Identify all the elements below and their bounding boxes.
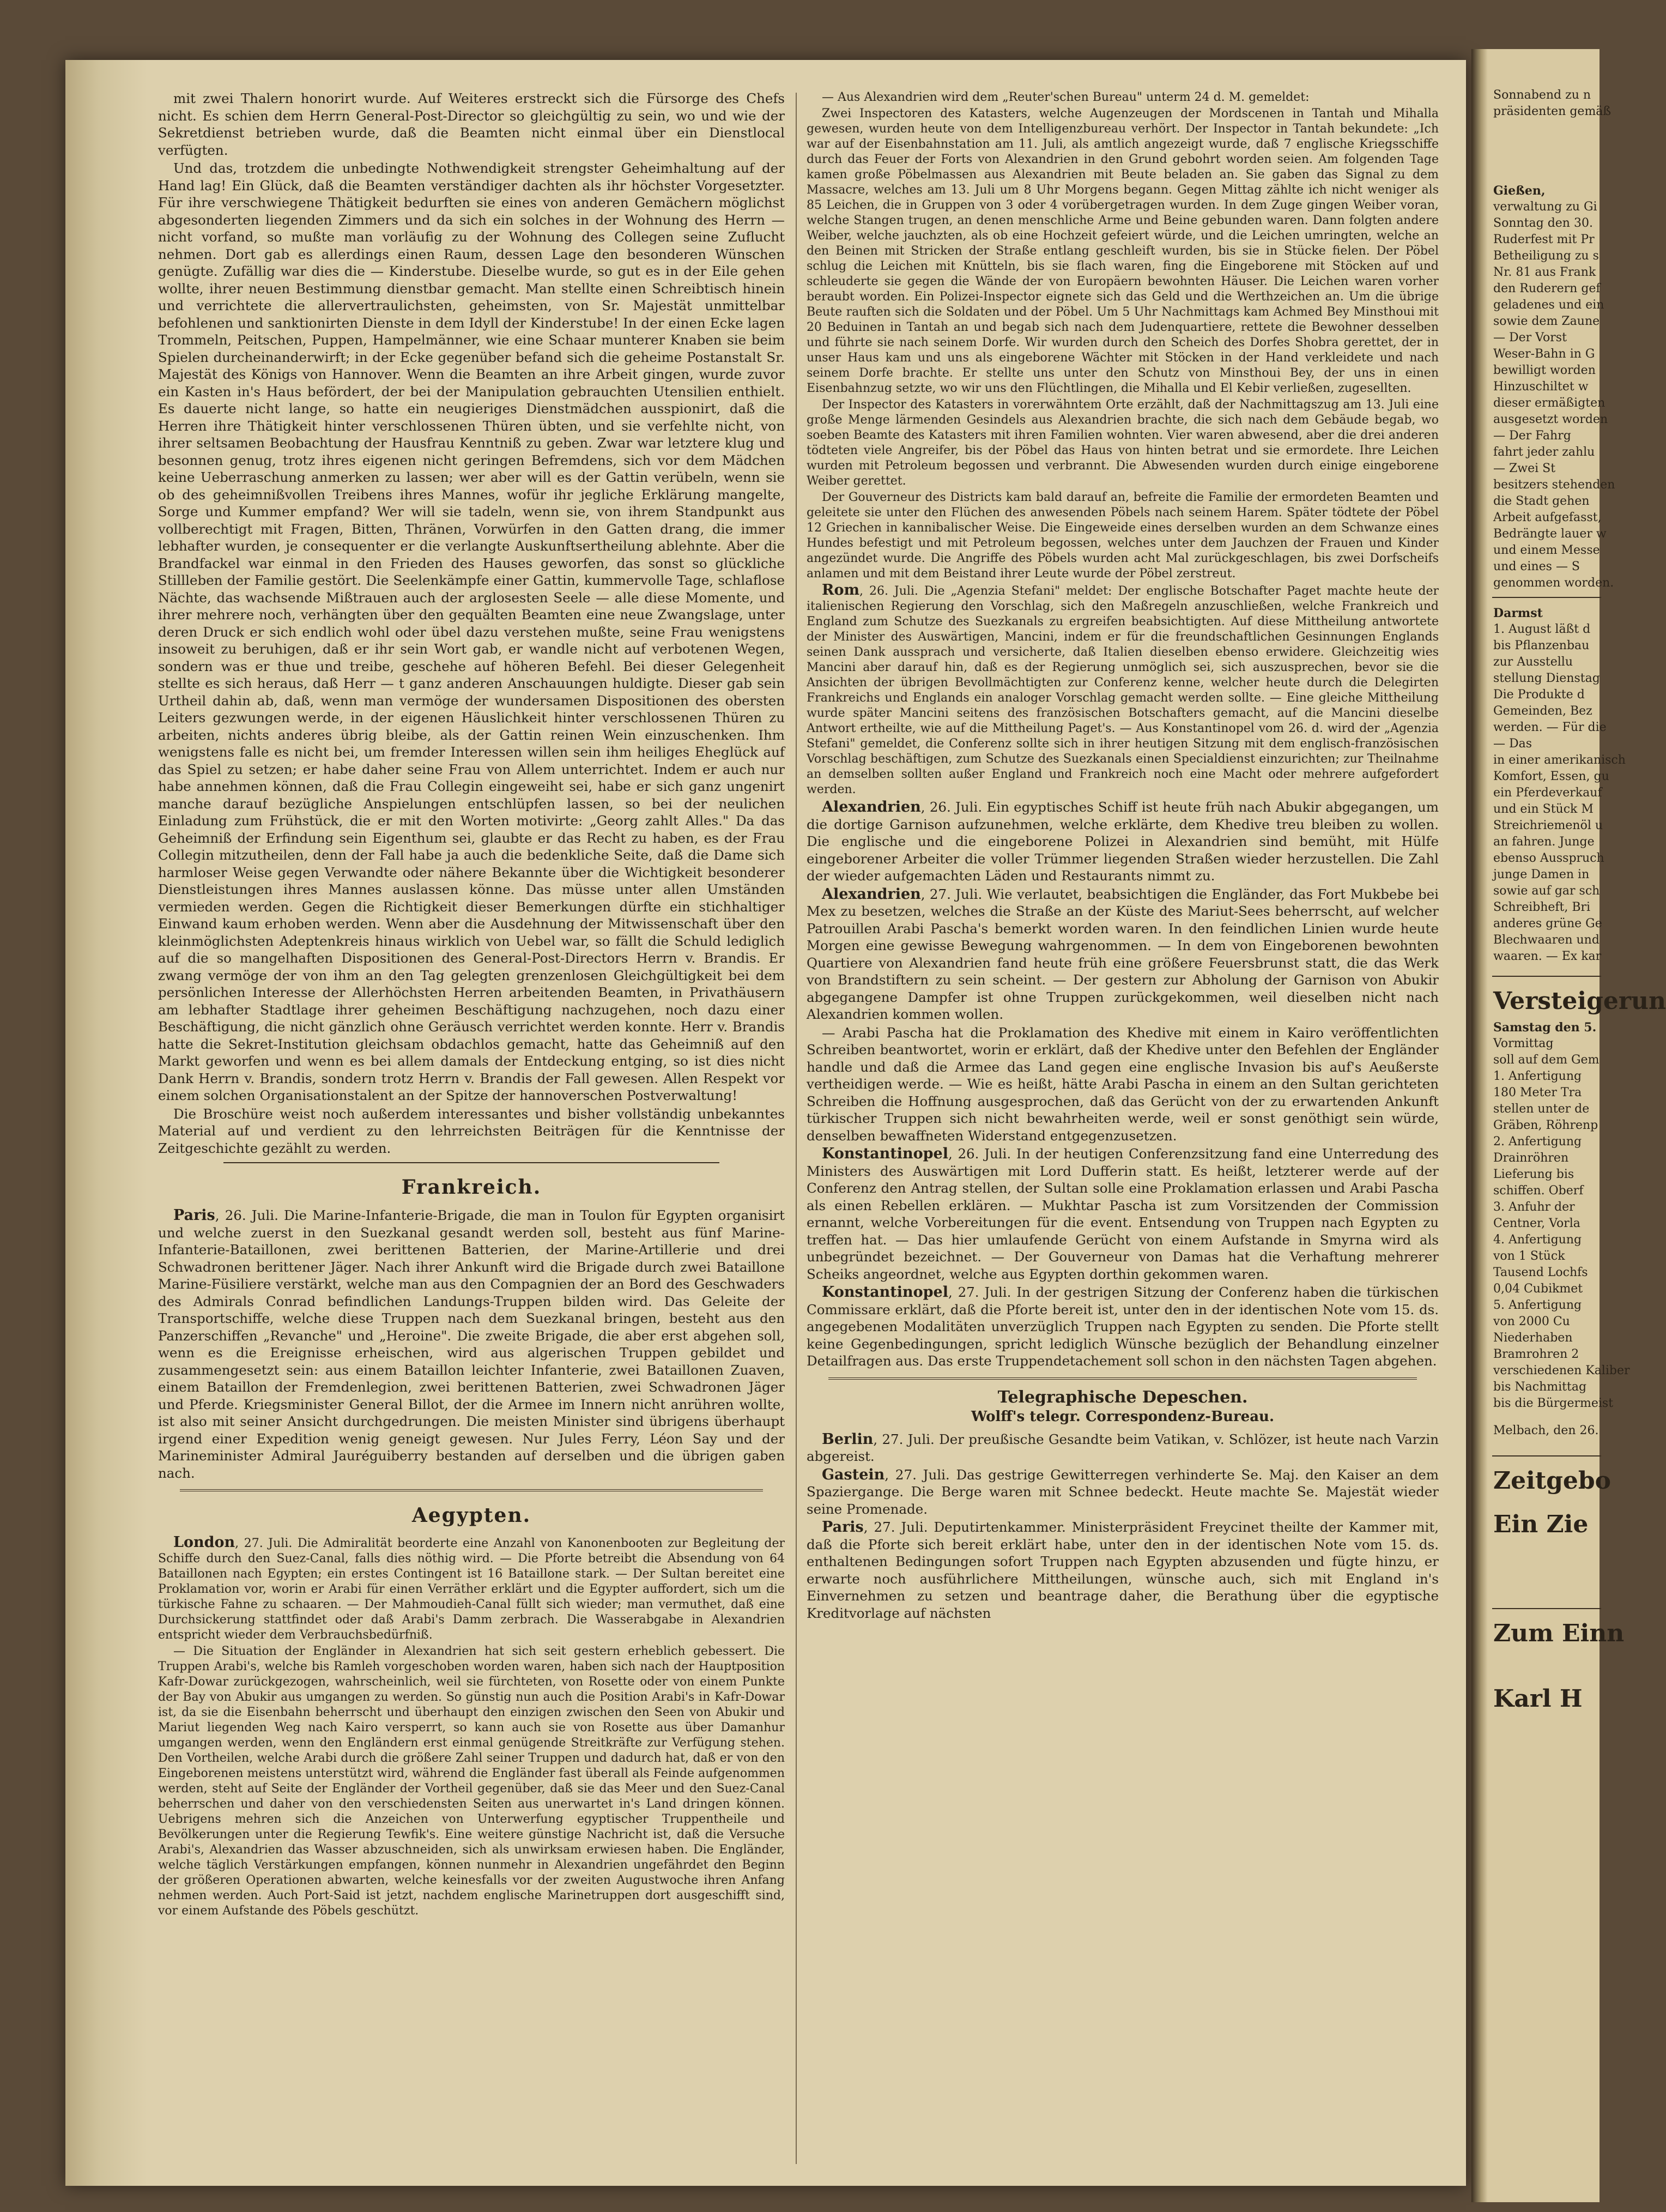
text-fragment: ebenso Ausspruch [1493,851,1604,865]
text-fragment: sowie auf gar sch [1493,884,1600,898]
text-fragment: genommen worden. [1493,576,1614,590]
text-fragment: und einem Messe [1493,543,1600,557]
news-item-gastein [807,1466,1439,1518]
text-fragment: Drainröhren [1493,1151,1569,1165]
text-fragment: junge Damen in [1493,868,1590,881]
news-text: , 27. Juli. Wie verlautet, beabsichtigen die Engländer, das Fort Mukbebe bei Mex zu besetzen, welches die Straße an der Küste des Mariut-Sees beherrscht, auf welcher Patrouillen Arabi Pascha's bemerkt worden waren. In den feindlichen Linien wurde heute Morgen eine gewisse Bewegung wahrgenommen. — In dem von Eingeborenen bewohnten Quartiere von Alexandrien fand heute früh eine größere Feuersbrunst statt, die das Werk von Brandstiftern zu sein scheint. — Der gestern zur Abholung der Garnison von Abukir abgegangene Dampfer ist ohne Truppen zurückgekommen, weil dieselben nicht nach Alexandrien kommen wollen. [807,886,1439,1022]
section-heading-frankreich: Frankreich. [401,1176,542,1199]
text-fragment: — Der Fahrg [1493,429,1571,443]
text-fragment: Tausend Lochfs [1493,1266,1588,1279]
article-paragraph: Die Broschüre weist noch außerdem interessantes und bisher vollständig unbekanntes Material auf und verdient zu den lehrreichsten Beiträgen für die Kenntnisse der Zeitgeschichte gezählt zu werden. [158,1105,785,1156]
book-gutter [1471,49,1488,2202]
text-fragment: Zeitgebo [1493,1467,1612,1495]
text-fragment: — Das [1493,737,1532,751]
text-fragment: stellen unter de [1493,1102,1590,1116]
text-fragment: Darmst [1493,606,1543,620]
text-fragment: Melbach, den 26. [1493,1424,1599,1437]
text-fragment: schiffen. Oberf [1493,1184,1584,1198]
news-item-paris [807,1519,1439,1622]
text-fragment: von 1 Stück [1493,1249,1565,1263]
section-rule [1492,1608,1601,1609]
text-fragment: und eines — S [1493,560,1580,573]
article-paragraph: Der Gouverneur des Districts kam bald darauf an, befreite die Familie der ermordeten Beamten und geleitete sie unter den Flüchen des anwesenden Pöbels nach seinem Harem. Später tödtete der Pöbel 12 Griechen in kannibalischer Weise. Die Eingeweide eines derselben wurden an dem Schwanze eines Hundes befestigt und mit Petroleum begossen, welches unter dem Jauchzen der Frauen und Kinder angezündet wurde. Die Angriffe des Pöbels wurden acht Mal zurückgeschlagen, bis zwei Dorfscheifs anlamen und mit dem Beistand ihrer Leute wurde der Pöbel zerstreut. [807,491,1439,581]
news-item-konstantinopel [807,1284,1439,1370]
text-fragment: Streichriemenöl u [1493,819,1603,832]
text-fragment: Komfort, Essen, gu [1493,770,1609,783]
article-paragraph: — Die Situation der Engländer in Alexandrien hat sich seit gestern erheblich gebessert. Die Truppen Arabi's, welche bis Ramleh vorgeschoben worden waren, haben sich nach der Hauptposition Kafr-Dowar zurückgezogen, wahrscheinlich, weil sie fürchteten, von Rosette oder von einem Punkte der Bay von Abukir aus umgangen zu werden. So günstig nun auch die Position Arabi's in Kafr-Dowar ist, da sie die Eisenbahn beherrscht und überhaupt den einzigen zwischen den Seen von Abukir und Mariut liegenden Weg nach Kairo versperrt, so kann auch sie von Rosette aus über Damanhur umgangen werden, wenn den Engländern erst einmal genügende Streitkräfte zur Verfügung stehen. Den Vortheilen, welche Arabi durch die größere Zahl seiner Truppen und dadurch hat, daß er von den Eingeborenen meistens unterstützt wird, während die Engländer fast überall als Feinde aufgenommen werden, steht auf Seite der Engländer der Vortheil gegenüber, daß sie das Meer und den Suez-Canal beherrschen und daher von den verschiedensten Seiten aus unerwartet in's Land dringen können. Uebrigens mehren sich die Anzeichen von Unterwerfung egyptischer Truppentheile und Bevölkerungen unter die Regierung Tewfik's. Eine weitere günstige Nachricht ist, daß die Versuche Arabi's, Alexandrien das Wasser abzuschneiden, sich als unwirksam erwiesen haben. Die Engländer, welche täglich Verstärkungen empfangen, können nunmehr in Alexandrien ungefährdet den Beginn der größeren Operationen abwarten, welche keinesfalls vor der zweiten Augustwoche ihren Anfang nehmen werden. Auch Port-Said ist jetzt, nachdem englische Marinetruppen dort ausgeschifft sind, vor einem Aufstande des Pöbels geschützt. [158,1645,785,1918]
news-item-berlin [807,1431,1439,1465]
article-paragraph: Zwei Inspectoren des Katasters, welche Augenzeugen der Mordscenen in Tantah und Mihalla gewesen, wurden heute von dem Intelligenzbureau verhört. Der Inspector in Tantah bekundete: „Ich war auf der Eisenbahnstation am 11. Juli, als amtlich angezeigt wurde, daß 7 englische Kriegsschiffe durch das Feuer der Forts von Alexandrien in den Grund gebohrt worden seien. Am folgenden Tage kamen große Pöbelmassen aus Alexandrien mit Beute beladen an. Sie gaben das Signal zu dem Massacre, welches am 13. Juli um 8 Uhr Morgens begann. Gegen Mittag zählte ich nicht weniger als 85 Leichen, die in Gruppen von 3 oder 4 vorübergetragen wurden. In dem Zuge gingen Weiber voran, welche Stangen trugen, an denen menschliche Arme und Beine gebunden waren. Dann folgten andere Weiber, welche jauchzten, als ob eine Hochzeit gefeiert würde, und die Leichen umringten, welche an den Beinen mit Stricken der Straße entlang geschleift wurden, bis sie in Stücke fielen. Der Pöbel schlug die Leichen mit Knütteln, bis sie flach waren, fing die Eingeborene mit Stöcken auf und schleuderte sie gegen die Wände der von Europäern bewohnten Häuser. Die Leichen waren vorher beraubt worden. Ein Polizei-Inspector eignete sich das Geld und die Werthzeichen an. Um die übrige Beute rauften sich die Soldaten und der Pöbel. Um 5 Uhr Nachmittags kam Achmed Bey Minsthoui mit 20 Beduinen in Tantah an und begab sich nach dem Judenquartiere, rettete die Bewohner desselben und führte sie nach seinem Dorfe. Wir wurden durch den Scheich des Dorfes Shobra gerettet, der in unser Haus kam und uns als eingeborene Wächter mit Stöcken in der Hand verkleidete und nach seinem Dorfe brachte. Er stellte uns unter den Schutz von Minsthoui Bey, der uns in einen Eisenbahnzug setzte, wo wir uns den Flüchtlingen, die Mihalla und El Kebir verließen, zugesellten. [807,107,1439,395]
news-item-rom [807,583,1439,797]
text-fragment: Bedrängte lauer w [1493,527,1607,541]
newspaper-page [65,60,1466,2186]
news-text: , 27. Juli. Deputirtenkammer. Ministerpräsident Freycinet theilte der Kammer mit, daß die Pforte sich bereit erklärt habe, unter den in der identischen Note vom 15. ds. enthaltenen Bedingungen sofort Truppen nach Egypten abzusenden und fügte hinzu, er erwarte noch ausführlichere Mittheilungen, wünsche auch, sich mit England in's Einvernehmen zu setzen und beantrage daher, die Berathung über die egyptische Kreditvorlage auf nächsten [807,1519,1439,1621]
text-fragment: soll auf dem Gem [1493,1053,1600,1067]
text-fragment: Zum Einn [1493,1619,1625,1647]
text-fragment: Gräben, Röhrenp [1493,1119,1598,1132]
text-fragment: Nr. 81 aus Frank [1493,265,1596,279]
dateline-place: Gastein [822,1466,885,1483]
news-text: , 26. Juli. Die „Agenzia Stefani" meldet: Der englische Botschafter Paget machte heute der italienischen Regierung den Vorschlag, sich den Maßregeln anzuschließen, welche Frankreich und England zum Schutze des Suezkanals zu ergreifen beabsichtigten. Auf diese Mittheilung antwortete der Minister des Auswärtigen, Mancini, indem er für die freundschaftlichen Gesinnungen Englands seinen Dank aussprach und versicherte, daß Italien dieselben ebenso erwidere. Gleichzeitig wies Mancini aber darauf hin, daß es der Regierung unmöglich sei, sich auszusprechen, bevor sie die Ansichten der übrigen Bevollmächtigten zur Conferenz kenne, welcher heute durch die Delegirten Frankreichs und Englands ein analoger Vorschlag gemacht werden sollte. — Eine gleiche Mittheilung wurde später Mancini seitens des französischen Botschafters gemacht, auf die Mancini dieselbe Antwort ertheilte, wie auf die Mittheilung Paget's. — Aus Konstantinopel vom 26. d. wird der „Agenzia Stefani" gemeldet, die Conferenz sollte sich in ihrer heutigen Sitzung mit dem englisch-französischen Vorschlag beschäftigen, zum Schutze des Suezkanals einen Specialdienst einzurichten; zur Theilnahme an demselben sollten außer England und Frankreich noch eine Macht oder mehrere aufgefordert werden. [807,584,1439,796]
section-rule [180,1489,763,1491]
text-fragment: von 2000 Cu [1493,1315,1570,1328]
text-fragment: fahrt jeder zahlu [1493,445,1595,459]
text-fragment: 4. Anfertigung [1493,1233,1582,1247]
text-fragment: — Der Vorst [1493,331,1567,345]
section-subheading-bureau: Wolff's telegr. Correspondenz-Bureau. [971,1408,1274,1425]
text-fragment: bewilligt worden [1493,364,1596,377]
text-fragment: 1. August läßt d [1493,622,1591,636]
text-fragment: — Zwei St [1493,462,1556,475]
text-fragment: sowie dem Zaune [1493,315,1600,328]
section-rule [223,1162,719,1163]
text-fragment: Samstag den 5. [1493,1020,1597,1035]
text-fragment: präsidenten gemäß [1493,105,1612,118]
text-fragment: die Stadt gehen [1493,494,1590,508]
news-text: , 27. Juli. In der gestrigen Sitzung der Conferenz haben die türkischen Commissare erklärt, daß die Pforte bereit ist, unter den in der identischen Note vom 15. ds. angegebenen Modalitäten unverzüglich Truppen nach Egypten zu senden. Die Pforte stellt keine Gegenbedingungen, spricht lediglich Wünsche bezüglich der Behandlung einzelner Detailfragen aus. Das erste Truppendetachement soll schon in den nächsten Tagen abgehen. [807,1284,1439,1369]
news-text: , 27. Juli. Der preußische Gesandte beim Vatikan, v. Schlözer, ist heute nach Varzin abgereist. [807,1431,1439,1464]
section-rule [828,1377,1417,1380]
text-fragment: bis Nachmittag [1493,1380,1587,1394]
article-paragraph: mit zwei Thalern honorirt wurde. Auf Weiteres erstreckt sich die Fürsorge des Chefs nicht. Es schien dem Herrn General-Post-Director so gleichgültig zu sein, wo und wie der Sekretdienst betrieben wurde, daß die Beamten nicht einmal über ein Dienstlocal verfügten. [158,90,785,158]
text-fragment: Sonntag den 30. [1493,216,1593,230]
text-fragment: verschiedenen Kaliber [1493,1364,1630,1377]
text-fragment: Vormittag [1493,1037,1554,1050]
dateline-place: Alexandrien [822,799,921,815]
text-fragment: 180 Meter Tra [1493,1086,1582,1099]
text-fragment: Lieferung bis [1493,1168,1574,1181]
text-fragment: Schreibheft, Bri [1493,900,1591,914]
text-fragment: Bramrohren 2 [1493,1347,1579,1361]
text-fragment: 0,04 Cubikmet [1493,1282,1583,1296]
text-fragment: Ruderfest mit Pr [1493,233,1595,246]
text-fragment: 5. Anfertigung [1493,1298,1582,1312]
text-fragment: Gemeinden, Bez [1493,704,1592,718]
text-fragment: Niederhaben [1493,1331,1573,1345]
news-text: , 26. Juli. Ein egyptisches Schiff ist heute früh nach Abukir abgegangen, um die dortige Garnison aufzunehmen, welche erklärte, dem Khedive treu bleiben zu wollen. Die englische und die eingeborene Polizei in Alexandrien sind bemüht, mit Hülfe eingeborener Arbeiter die voller Trümmer liegenden Straßen wieder herzustellen. Die Zahl der wieder aufgemachten Läden und Restaurants nimmt zu. [807,799,1439,884]
news-item-paris [158,1207,785,1482]
text-fragment: in einer amerikanisch [1493,753,1626,767]
article-paragraph: Der Inspector des Katasters in vorerwähntem Orte erzählt, daß der Nachmittagszug am 13. Juli eine große Menge lärmenden Gesindels aus Alexandrien brachte, die sich nach dem Gebäude begab, wo soeben Beamte des Katasters mit ihren Familien wohnten. Vier waren abwesend, aber die drei anderen tödteten viele Angreifer, bis der Pöbel das Haus von hinten betrat und sie ermordete. Ihre Leichen wurden mit Petroleum begossen und verbrannt. Die Abwesenden wurden durch einige eingeborene Weiber gerettet. [807,398,1439,488]
section-rule [1492,1455,1601,1456]
section-heading-aegypten: Aegypten. [411,1504,531,1527]
text-fragment: Blechwaaren und [1493,933,1600,947]
text-fragment: dieser ermäßigten [1493,396,1606,410]
dateline-place: Paris [173,1207,215,1224]
news-item-konstantinopel [807,1145,1439,1283]
column-right [807,90,1439,2172]
page-left-edge [65,60,147,2186]
text-fragment: werden. — Für die [1493,721,1607,734]
dateline-place: Rom [822,582,860,599]
dateline-place: Alexandrien [822,885,921,903]
text-fragment: Gießen, [1493,184,1546,198]
text-fragment: waaren. — Ex kar [1493,950,1602,963]
text-fragment: Weser-Bahn in G [1493,347,1595,361]
text-fragment: Ein Zie [1493,1510,1589,1538]
text-fragment: zur Ausstellu [1493,655,1573,669]
text-fragment: bis die Bürgermeist [1493,1397,1614,1410]
text-fragment: verwaltung zu Gi [1493,200,1597,214]
adjacent-page-strip [1471,49,1666,2202]
text-fragment: Centner, Vorla [1493,1217,1580,1230]
dateline-place: Berlin [822,1430,874,1448]
text-fragment: stellung Dienstag [1493,672,1600,685]
column-divider [796,93,797,2164]
section-rule [1492,597,1601,598]
news-text: , 27. Juli. Die Admiralität beorderte eine Anzahl von Kanonenbooten zur Begleitung der Schiffe durch den Suez-Canal, falls dies nöthig wird. — Die Pforte betreibt die Absendung von 64 Bataillonen nach Egypten; ein erstes Contingent ist 16 Bataillone stark. — Der Sultan bereitet eine Proklamation vor, worin er Arabi für einen Verräther erklärt und die Egypter auffordert, sich um die türkische Fahne zu schaaren. — Der Mahmoudieh-Canal füllt sich wieder; man vermuthet, daß eine Durchsickerung stattfindet oder daß Arabi's Damm zerbrach. Die Wasserabgabe in Alexandrien entspricht wieder dem Verbrauchsbedürfniß. [158,1537,785,1642]
text-fragment: ausgesetzt worden [1493,413,1608,426]
news-item-alexandrien [807,799,1439,885]
news-text: , 27. Juli. Das gestrige Gewitterregen verhinderte Se. Maj. den Kaiser an dem Spaziergange. Die Berge waren mit Schnee bedeckt. Heute machte Se. Majestät wieder seine Promenade. [807,1466,1439,1517]
text-fragment: Die Produkte d [1493,688,1585,702]
text-fragment: ein Pferdeverkauf [1493,786,1602,800]
news-text: , 26. Juli. In der heutigen Conferenzsitzung fand eine Unterredung des Ministers des Auswärtigen mit Lord Dufferin statt. Es heißt, letzterer werde auf der Conferenz den Antrag stellen, der Sultan solle eine Proklamation erlassen und Arabi Pascha als einen Rebellen erklären. — Mukhtar Pascha ist zum Vorsitzenden der Commission ernannt, welche Vorbereitungen für die event. Entsendung von Truppen nach Egypten zu treffen hat. — Das hier umlaufende Gerücht von einem Aufstande in Smyrna wird als unbegründet bezeichnet. — Der Gouverneur von Damas hat die Verhaftung mehrerer Scheiks angeordnet, welche aus Egypten dorthin gekommen waren. [807,1146,1439,1282]
text-fragment: an fahren. Junge [1493,835,1595,849]
text-fragment: besitzers stehenden [1493,478,1615,492]
text-fragment: Arbeit aufgefasst, [1493,511,1602,524]
article-paragraph: — Aus Alexandrien wird dem „Reuter'schen Bureau" unterm 24 d. M. gemeldet: [822,90,1310,104]
text-fragment: anderes grüne Ge [1493,917,1602,930]
column-left [158,90,785,2172]
text-fragment: Hinzuschiltet w [1493,380,1589,394]
article-paragraph: Und das, trotzdem die unbedingte Nothwendigkeit strengster Geheimhaltung auf der Hand lag! Ein Glück, daß die Beamten verständiger dachten als ihr höchster Vorgesetzter. Für ihre verschwiegene Thätigkeit bedurften sie eines von anderen Gemächern möglichst abgesonderten liegenden Zimmers und da sich ein solches in der Wohnung des Herrn — nicht vorfand, so mußte man vorläufig zu der Wohnung des Collegen seine Zuflucht nehmen. Dort gab es allerdings einen Raum, dessen Lage den besonderen Wünschen genügte. Zufällig war dies die — Kinderstube. Dieselbe wurde, so gut es in der Eile gehen wollte, ihrer neuen Bestimmung dienstbar gemacht. Man stellte einen Schreibtisch hinein und verrichtete die allervertraulichsten, geheimsten, von Sr. Majestät unmittelbar befohlenen und sanktionirten Dienste in dem Idyll der Kinderstube! In der einen Ecke lagen Trommeln, Peitschen, Puppen, Hampelmänner, wie eine Schaar munterer Knaben sie beim Spielen durcheinanderwirft; in der Ecke gegenüber befand sich die geheime Postanstalt Sr. Majestät des Königs von Hannover. Wenn die Beamten an ihre Arbeit gingen, wurde zuvor ein Kasten in's Haus befördert, der bei der Manipulation gebrauchten Utensilien enthielt. Es dauerte nicht lange, so hatte ein neugieriges Dienstmädchen ausspionirt, daß die Herren ihre Thätigkeit hinter verschlossenen Thüren übten, und sie verfehlte nicht, von ihrer seltsamen Beobachtung der Hausfrau Kenntniß zu geben. Zwar war letztere klug und besonnen genug, trotz ihres eigenen nicht geringen Befremdens, sich vor dem Mädchen keine Ueberraschung anmerken zu lassen; wer aber will es der Gattin verübeln, wenn sie ob des geheimnißvollen Treibens ihres Mannes, wofür ihr jegliche Erklärung mangelte, Sorge und Kummer empfand? Wer will sie tadeln, wenn sie, von ihrem Standpunkt aus vollberechtigt mit Fragen, Bitten, Thränen, Vorwürfen in den Gatten drang, die immer lebhafter wurden, je consequenter er die verlangte Auskunftsertheilung ablehnte. Aber die Brandfackel war einmal in den Frieden des Hauses geworfen, das sonst so glückliche Stillleben der Familie gestört. Die Seelenkämpfe einer Gattin, kummervolle Tage, schlaflose Nächte, das wachsende Mißtrauen auch der arglosesten Seele — alle diese Momente, und ihrer mehrere noch, verhängten über den gequälten Beamten eine neue Zwangslage, unter deren Druck er sich endlich wohl oder übel dazu verstehen mußte, seine Frau wenigstens insoweit zu beruhigen, daß er ihr sein Wort gab, er wandle nicht auf verbotenen Wegen, sondern was er thue und treibe, geschehe auf höheren Befehl. Bei dieser Gelegenheit stellte es sich heraus, daß Herr — t ganz anderen Anschauungen huldigte. Dieser gab sein Urtheil dahin ab, daß, wenn man vermöge der wundersamen Dispositionen des obersten Leiters gezwungen werde, in der eigenen Häuslichkeit hinter verschlossenen Thüren zu arbeiten, nichts anderes übrig bleibe, als der Gattin reinen Wein einzuschenken. Ihm wenigstens falle es nicht bei, um fremder Interessen willen sein ihm heiliges Eheglück auf das Spiel zu setzen; er habe daher seine Frau von Allem unterrichtet. Indem er auch nur habe annehmen können, daß die Frau Collegin eingeweiht sei, habe er sich ganz ungenirt manche darauf bezügliche Anspielungen entschlüpfen lassen, so bei der neulichen Einladung zum Frühstück, die er mit den Worten motivirte: „Georg zahlt Alles." Da das Geheimniß der Erfindung sein Eigenthum sei, glaubte er das Recht zu haben, es der Frau Collegin mitzutheilen, denn der Fall habe ja auch die bedenkliche Seite, daß die Dame sich harmloser Weise gegen Verwandte oder nähere Bekannte über die Wichtigkeit besonderer Dienstleistungen ihres Mannes auslassen könne. Das müsse unter allen Umständen vermieden werden. Gegen die Richtigkeit dieser Bemerkungen dürfte ein stichhaltiger Einwand kaum erhoben werden. Wenn aber die Ausdehnung der Mitwissenschaft über den kleinmöglichsten Adeptenkreis hinaus wirklich von Uebel war, so fällt die Schuld lediglich auf die so mangelhaften Dispositionen des General-Post-Directors Herrn v. Brandis. Er zwang vermöge der von ihm an den Tag gelegten grenzenlosen Gleichgültigkeit bei dem persönlichen Interesse der Allerhöchsten Herren arbeitenden Beamten, in Privathäusern am lebhafter Stadtlage ihrer geheimen Beschäftigung nachzugehen, noch dazu einer Beschäftigung, die nicht gänzlich ohne Geräusch verrichtet werden konnte. Herr v. Brandis hatte die Sekret-Institution gleichsam obdachlos gemacht, hatte das Geheimniß auf den Markt geworfen und wenn es bei allem damals der Entdeckung entging, so ist dies nicht Dank Herrn v. Brandis, sondern trotz Herrn v. Brandis der Fall gewesen. Allen Respekt vor einem solchen Organisationstalent an der Spitze der hannoverschen Postverwaltung! [158,160,785,1103]
dateline-place: Konstantinopel [822,1284,948,1301]
section-heading-telegraphische-depeschen: Telegraphische Depeschen. [997,1387,1248,1407]
dateline-place: Konstantinopel [822,1145,948,1162]
text-fragment: 1. Anfertigung [1493,1069,1582,1083]
text-fragment: Sonnabend zu n [1493,88,1591,102]
dateline-place: Paris [822,1519,864,1536]
text-fragment: den Ruderern gef [1493,282,1601,295]
text-fragment: Karl H [1493,1685,1583,1713]
text-fragment: 3. Anfuhr der [1493,1200,1575,1214]
text-fragment: 2. Anfertigung [1493,1135,1582,1149]
text-fragment: bis Pflanzenbau [1493,639,1590,652]
dateline-place: London [173,1534,235,1551]
text-fragment: Versteigerun [1493,987,1666,1015]
news-item-alexandrien [807,886,1439,1023]
article-paragraph: — Arabi Pascha hat die Proklamation des Khedive mit einem in Kairo veröffentlichten Schreiben beantwortet, worin er erklärt, daß der Khedive unter den Befehlen der Engländer handle und daß die Armee das Land gegen eine englische Invasion bis auf's Aeußerste vertheidigen werde. — Wie es heißt, hätte Arabi Pascha in einem an den Sultan gerichteten Schreiben die Hoffnung ausgesprochen, daß das Gerücht von der zu erwartenden Ankunft türkischer Truppen sich nicht bewahrheiten werde, weil er sonst genöthigt sein würde, denselben bewaffneten Widerstand entgegenzusetzen. [807,1024,1439,1144]
section-rule [1492,976,1601,977]
text-fragment: und ein Stück M [1493,802,1594,816]
text-fragment: geladenes und ein [1493,298,1604,312]
news-text: , 26. Juli. Die Marine-Infanterie-Brigade, die man in Toulon für Egypten organisirt und welche zuerst in den Suezkanal gesandt werden soll, besteht aus fünf Marine-Infanterie-Bataillonen, zwei berittenen Batterien, der Marine-Artillerie und drei Schwadronen berittener Jäger. Nach ihrer Ankunft wird die Brigade durch zwei Bataillone Marine-Füsiliere verstärkt, welche man aus den Compagnien der an Bord des Geschwaders des Admirals Conrad befindlichen Landungs-Truppen bilden wird. Das Geleite der Transportschiffe, welche diese Truppen nach dem Suezkanal bringen, besteht aus den Panzerschiffen „Revanche" und „Heroine". Die zweite Brigade, die aber erst abgehen soll, wenn es die Ereignisse erheischen, wird aus algerischen Truppen gebildet und zusammengesetzt sein: aus einem Bataillon leichter Infanterie, zwei Bataillonen Zuaven, einem Bataillon der Fremdenlegion, zwei berittenen Batterien, zwei Schwadronen Jäger und Pferde. Kriegsminister General Billot, der die Armee im Innern nicht anrühren wollte, ist also mit seiner Ansicht durchgedrungen. Die meisten Minister sind übrigens überhaupt irgend einer Expedition wenig geneigt gewesen. Nur Jules Ferry, Léon Say und der Marineminister Admiral Jauréguiberry bestanden auf derselben und die übrigen gaben nach. [158,1207,785,1481]
news-item-london [158,1535,785,1643]
text-fragment: Betheiligung zu s [1493,249,1599,263]
